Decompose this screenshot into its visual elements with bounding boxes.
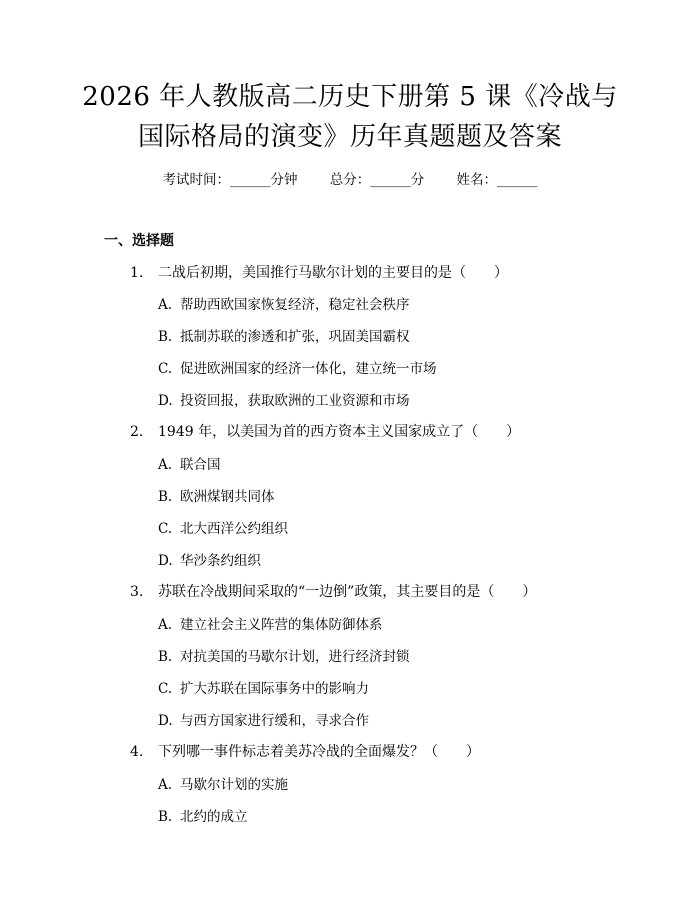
total-score-blank: ______: [370, 172, 411, 188]
option-2c: [158, 517, 288, 537]
option-text: 联合国: [180, 457, 221, 473]
option-text: 与西方国家进行缓和，寻求合作: [180, 713, 369, 729]
option-letter: C.: [158, 681, 173, 697]
option-1b: [158, 325, 410, 345]
option-text: 帮助西欧国家恢复经济，稳定社会秩序: [180, 297, 410, 313]
question-4: [130, 741, 480, 761]
option-text: 促进欧洲国家的经济一体化，建立统一市场: [180, 361, 437, 377]
option-1a: [158, 293, 410, 313]
option-text: 对抗美国的马歇尔计划，进行经济封锁: [180, 649, 410, 665]
option-text: 欧洲煤钢共同体: [180, 489, 275, 505]
question-3: [130, 581, 536, 601]
option-letter: B.: [158, 809, 173, 825]
question-number: 1.: [130, 265, 144, 281]
option-letter: B.: [158, 489, 173, 505]
option-letter: C.: [158, 361, 173, 377]
option-letter: C.: [158, 521, 173, 537]
question-text: 二战后初期，美国推行马歇尔计划的主要目的是（ ）: [158, 265, 508, 281]
total-score: [330, 172, 429, 188]
exam-time-unit: 分钟: [270, 172, 298, 188]
exam-time-label: 考试时间：: [162, 172, 230, 188]
option-3c: [158, 677, 369, 697]
option-letter: A.: [158, 297, 173, 313]
question-text: 下列哪一事件标志着美苏冷战的全面爆发？（ ）: [158, 744, 480, 760]
title-line-2: 国际格局的演变》历年真题题及答案: [137, 122, 562, 152]
option-letter: A.: [158, 457, 173, 473]
option-2b: [158, 485, 275, 505]
option-1c: [158, 357, 437, 377]
option-letter: A.: [158, 617, 173, 633]
option-text: 北约的成立: [180, 809, 248, 825]
section-title: 一、选择题: [104, 233, 174, 249]
question-number: 2.: [130, 424, 144, 440]
option-letter: D.: [158, 713, 173, 729]
document-title: [60, 77, 640, 157]
title-line-1: 2026 年人教版高二历史下册第 5 课《冷战与: [82, 82, 618, 112]
option-text: 抵制苏联的渗透和扩张，巩固美国霸权: [180, 329, 410, 345]
option-text: 北大西洋公约组织: [180, 521, 288, 537]
option-1d: [158, 389, 410, 409]
option-letter: B.: [158, 329, 173, 345]
total-score-label: 总分：: [329, 172, 371, 188]
option-text: 马歇尔计划的实施: [180, 777, 288, 793]
question-number: 3.: [130, 584, 144, 600]
option-text: 建立社会主义阵营的集体防御体系: [180, 617, 383, 633]
exam-time: [162, 172, 301, 188]
total-score-unit: 分: [410, 172, 425, 188]
option-2a: [158, 453, 221, 473]
option-2d: [158, 549, 261, 569]
option-text: 华沙条约组织: [180, 553, 261, 569]
option-4a: [158, 773, 288, 793]
question-1: [130, 262, 508, 282]
question-text: 苏联在冷战期间采取的“一边倒”政策，其主要目的是（ ）: [158, 584, 537, 600]
option-4b: [158, 805, 248, 825]
option-letter: B.: [158, 649, 173, 665]
student-name: [457, 172, 538, 188]
question-text: 1949 年，以美国为首的西方资本主义国家成立了（ ）: [158, 424, 521, 440]
student-name-blank: ______: [497, 172, 538, 188]
question-number: 4.: [130, 744, 144, 760]
option-3a: [158, 613, 383, 633]
option-3b: [158, 645, 410, 665]
option-3d: [158, 709, 369, 729]
option-letter: A.: [158, 777, 173, 793]
exam-info: [0, 168, 700, 188]
student-name-label: 姓名：: [456, 172, 498, 188]
option-letter: D.: [158, 393, 173, 409]
option-text: 投资回报，获取欧洲的工业资源和市场: [180, 393, 410, 409]
option-text: 扩大苏联在国际事务中的影响力: [180, 681, 369, 697]
option-letter: D.: [158, 553, 173, 569]
exam-time-blank: ______: [229, 172, 271, 188]
question-2: [130, 421, 520, 441]
